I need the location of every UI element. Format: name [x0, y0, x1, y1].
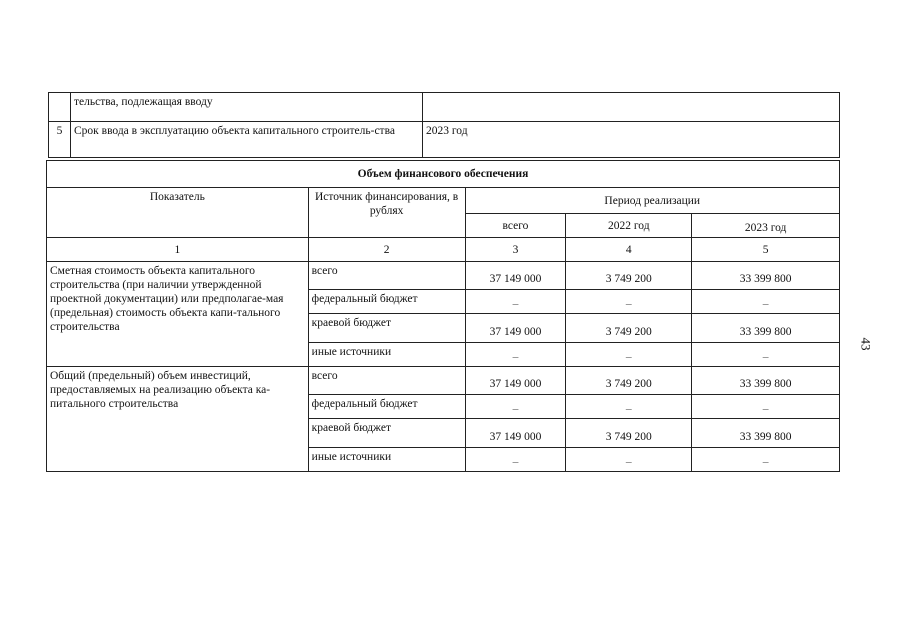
y2022-cell: 3 749 200	[566, 262, 692, 290]
total-cell: 37 149 000	[465, 314, 566, 343]
source-cell: краевой бюджет	[308, 314, 465, 343]
y2023-cell: 33 399 800	[692, 367, 840, 395]
y2022-cell: –	[566, 448, 692, 472]
row-number	[49, 93, 71, 122]
source-cell: всего	[308, 367, 465, 395]
financing-table	[46, 160, 840, 472]
source-cell: краевой бюджет	[308, 419, 465, 448]
header-indicator: Показатель	[47, 188, 309, 238]
source-cell: федеральный бюджет	[308, 395, 465, 419]
col-number: 1	[47, 238, 309, 262]
object-info-table	[48, 92, 840, 158]
total-cell: 37 149 000	[465, 367, 566, 395]
row-number: 5	[49, 122, 71, 158]
row-label: тельства, подлежащая вводу	[71, 93, 423, 122]
section-title: Объем финансового обеспечения	[47, 161, 840, 188]
y2023-cell: –	[692, 395, 840, 419]
header-2023: 2023 год	[692, 214, 840, 238]
total-cell: 37 149 000	[465, 419, 566, 448]
y2022-cell: 3 749 200	[566, 367, 692, 395]
header-2022: 2022 год	[566, 214, 692, 238]
indicator-cell: Общий (предельный) объем инвестиций, предоставляемых на реализацию объекта ка-питального строительства	[47, 367, 309, 472]
source-cell: федеральный бюджет	[308, 290, 465, 314]
source-cell: иные источники	[308, 448, 465, 472]
total-cell: –	[465, 395, 566, 419]
total-cell: –	[465, 448, 566, 472]
y2022-cell: –	[566, 290, 692, 314]
y2023-cell: 33 399 800	[692, 262, 840, 290]
header-total: всего	[465, 214, 566, 238]
header-period: Период реализации	[465, 188, 839, 214]
total-cell: –	[465, 290, 566, 314]
row-label: Срок ввода в эксплуатацию объекта капитального строитель-ства	[71, 122, 423, 158]
y2022-cell: 3 749 200	[566, 419, 692, 448]
y2023-cell: –	[692, 290, 840, 314]
section-title-row	[47, 161, 840, 188]
indicator-cell: Сметная стоимость объекта капитального строительства (при наличии утвержденной проектной документации) или предполагае-мая (предельная) стоимость объекта капи-тального строительства	[47, 262, 309, 367]
y2022-cell: –	[566, 343, 692, 367]
header-source: Источник финансирования, в рублях	[308, 188, 465, 238]
source-cell: иные источники	[308, 343, 465, 367]
col-number: 2	[308, 238, 465, 262]
row-value: 2023 год	[423, 122, 840, 158]
table-row	[49, 122, 840, 158]
col-number: 5	[692, 238, 840, 262]
y2022-cell: 3 749 200	[566, 314, 692, 343]
y2023-cell: –	[692, 343, 840, 367]
total-cell: –	[465, 343, 566, 367]
row-value	[423, 93, 840, 122]
source-cell: всего	[308, 262, 465, 290]
page-number: 43	[858, 337, 874, 351]
y2023-cell: 33 399 800	[692, 419, 840, 448]
table-row	[49, 93, 840, 122]
col-number: 3	[465, 238, 566, 262]
y2023-cell: –	[692, 448, 840, 472]
total-cell: 37 149 000	[465, 262, 566, 290]
column-numbers-row	[47, 238, 840, 262]
col-number: 4	[566, 238, 692, 262]
table-row	[47, 367, 840, 395]
table-row	[47, 262, 840, 290]
y2022-cell: –	[566, 395, 692, 419]
y2023-cell: 33 399 800	[692, 314, 840, 343]
header-row	[47, 188, 840, 214]
